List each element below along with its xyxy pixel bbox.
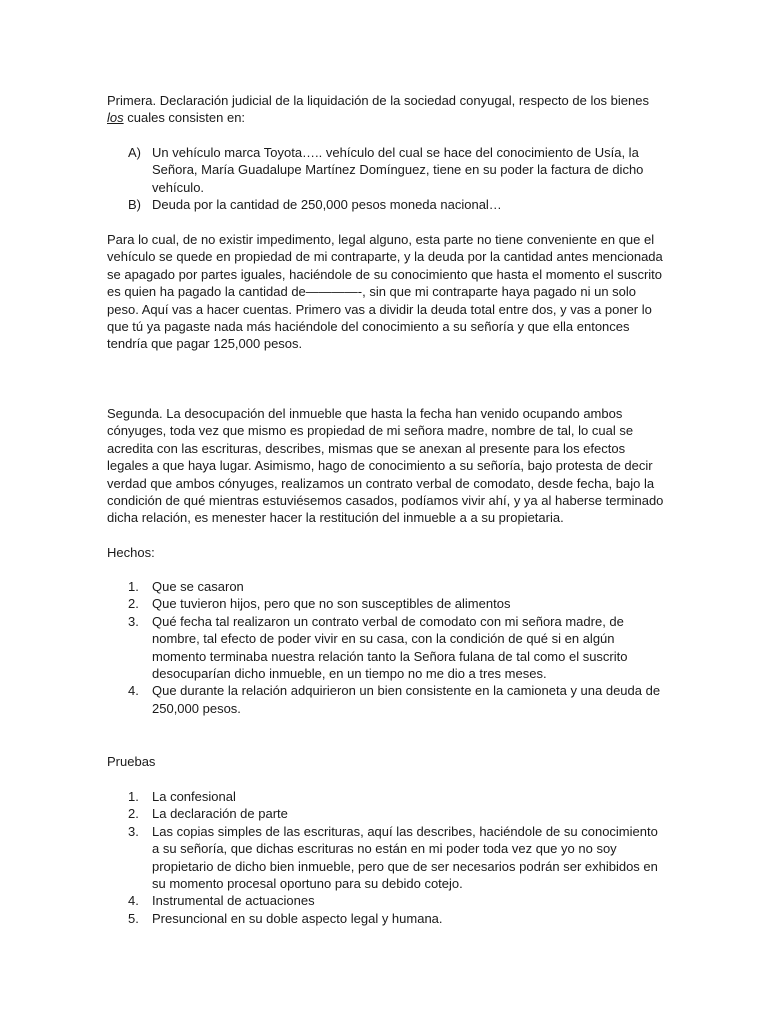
list-marker: 4. bbox=[128, 893, 139, 909]
primera-intro bbox=[107, 92, 667, 127]
hechos-list bbox=[107, 578, 667, 717]
list-marker: A) bbox=[128, 145, 141, 160]
list-item-text: Un vehículo marca Toyota….. vehículo del cual se hace del conocimiento de Usía, la Señora, María Guadalupe Martínez Domínguez, tiene en su poder la factura de dicho vehículo. bbox=[152, 145, 644, 195]
list-marker: 2. bbox=[128, 806, 139, 822]
list-marker: 5. bbox=[128, 910, 139, 926]
primera-list bbox=[107, 144, 667, 214]
list-item bbox=[107, 805, 667, 822]
list-item bbox=[107, 682, 667, 717]
hechos-heading: Hechos: bbox=[107, 545, 155, 560]
list-item bbox=[107, 910, 667, 927]
list-item bbox=[107, 196, 667, 213]
list-item-text: Que tuvieron hijos, pero que no son susceptibles de alimentos bbox=[152, 596, 511, 612]
list-item bbox=[107, 595, 667, 612]
pruebas-heading: Pruebas bbox=[107, 754, 156, 769]
list-marker: 3. bbox=[128, 823, 139, 839]
list-item-text: La declaración de parte bbox=[152, 806, 288, 822]
primera-paragraph: Para lo cual, de no existir impedimento, legal alguno, esta parte no tiene conveniente en que el vehículo se quede en propiedad de mi contraparte, y la deuda por la cantidad antes mencionada se apagado por partes iguales, haciéndole de su conocimiento que hasta el momento el suscrito es quien ha pagado la cantidad de————-, sin que mi contraparte haya pagado ni un solo peso. Aquí vas a hacer cuentas. Primero vas a dividir la deuda total entre dos, y vas a poner lo que tú ya pagaste nada más haciéndole del conocimiento a su señoría y que ella entonces tendría que pagar 125,000 pesos. bbox=[107, 232, 663, 352]
list-item-text: Qué fecha tal realizaron un contrato verbal de comodato con mi señora madre, de nombre, tal efecto de poder vivir en su casa, con la condición de qué si en algún momento terminaba nuestra relación tanto la Señora fulana de tal como el suscrito desocuparían dicho inmueble, en un tiempo no me dio a tres meses. bbox=[152, 613, 628, 682]
list-item bbox=[107, 788, 667, 805]
list-item bbox=[107, 613, 667, 683]
list-marker: 2. bbox=[128, 596, 139, 612]
list-item bbox=[107, 144, 667, 196]
list-item-text: Las copias simples de las escrituras, aquí las describes, haciéndole de su conocimiento a su señoría, que dichas escrituras no están en mi poder toda vez que yo no soy propietario de dicho bien inmueble, pero que de ser necesarios podrán ser exhibidos en su momento procesal oportuno para su debido cotejo. bbox=[152, 823, 658, 892]
list-item-text: Que se casaron bbox=[152, 579, 244, 594]
segunda-paragraph: Segunda. La desocupación del inmueble que hasta la fecha han venido ocupando ambos cónyuges, toda vez que mismo es propiedad de mi señora madre, nombre de tal, lo cual se acredita con las escrituras, describes, mismas que se anexan al presente para los efectos legales a que haya lugar. Asimismo, hago de conocimiento a su señoría, bajo protesta de decir verdad que ambos cónyuges, realizamos un contrato verbal de comodato, desde fecha, bajo la condición de qué mientras estuviésemos casados, podíamos vivir ahí, y ya al haberse terminado dicha relación, es menester hacer la restitución del inmueble a a su propietaria. bbox=[107, 406, 664, 526]
list-marker: 1. bbox=[128, 789, 139, 804]
list-item-text: Presuncional en su doble aspecto legal y humana. bbox=[152, 910, 443, 926]
list-item-text: Instrumental de actuaciones bbox=[152, 893, 315, 909]
list-item bbox=[107, 578, 667, 595]
primera-intro-underlined: los bbox=[107, 110, 124, 126]
pruebas-list bbox=[107, 788, 667, 927]
list-item-text: Deuda por la cantidad de 250,000 pesos moneda nacional… bbox=[152, 197, 502, 213]
list-marker: 4. bbox=[128, 683, 139, 699]
primera-intro-text-end: cuales consisten en: bbox=[123, 110, 246, 126]
list-marker: 3. bbox=[128, 613, 139, 629]
list-item-text: La confesional bbox=[152, 789, 236, 804]
list-marker: B) bbox=[128, 197, 141, 213]
primera-intro-text: Primera. Declaración judicial de la liquidación de la sociedad conyugal, respecto de los bienes bbox=[107, 93, 649, 108]
list-marker: 1. bbox=[128, 579, 139, 594]
list-item-text: Que durante la relación adquirieron un bien consistente en la camioneta y una deuda de 250,000 pesos. bbox=[152, 683, 661, 716]
list-item bbox=[107, 892, 667, 909]
list-item bbox=[107, 823, 667, 893]
